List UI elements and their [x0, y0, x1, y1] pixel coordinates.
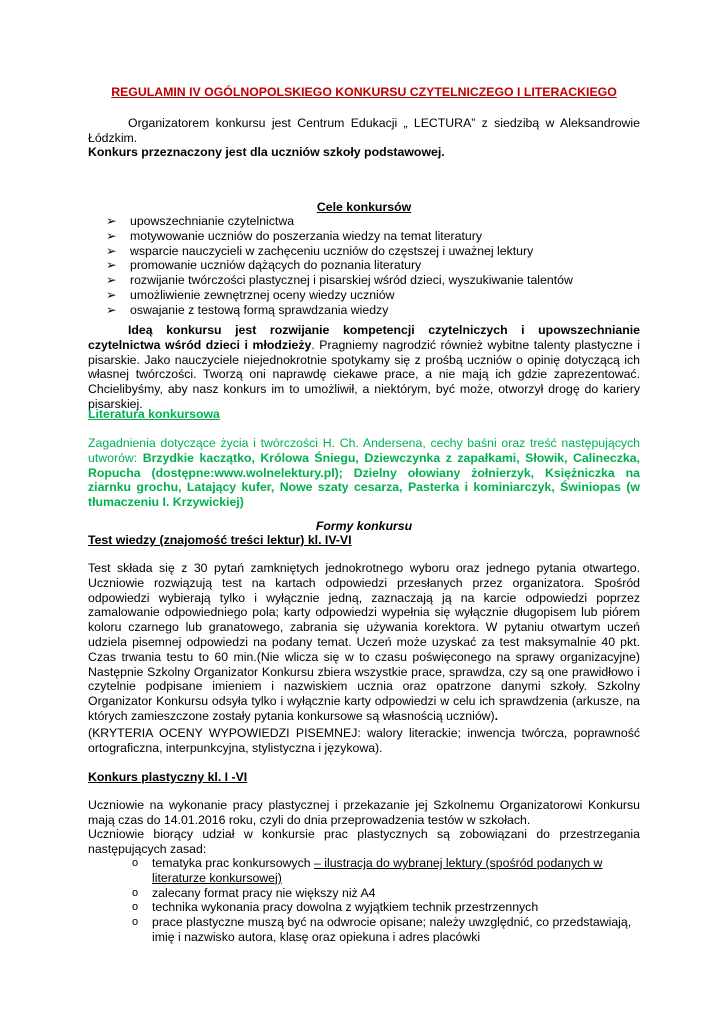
art-rules-list [88, 856, 640, 945]
list-item: o technika wykonania pracy dowolna z wyjątkiem technik przestrzennych [132, 900, 539, 915]
arrow-bullet-icon: ➢ [106, 214, 117, 228]
arrow-bullet-icon: ➢ [106, 273, 117, 288]
arrow-bullet-icon: ➢ [106, 228, 117, 243]
list-item: ➢ promowanie uczniów dążących do poznania literatury [106, 258, 422, 273]
goals-heading: Cele konkursów [316, 200, 412, 214]
art-paragraph: Uczniowie na wykonanie pracy plastycznej i przekazanie jej Szkolnemu Organizatorowi Konkursu mają czas do 14.01.2016 roku, czyli do dnia przeprowadzenia testów w szkołach. [88, 798, 640, 827]
organizer-paragraph: Organizatorem konkursu jest Centrum Edukacji „ LECTURA” z siedzibą w Aleksandrowie Łódzkim. [88, 116, 640, 145]
idea-paragraph: Ideą konkursu jest rozwijanie kompetencji czytelniczych i upowszechnianie czytelnictwa wśród dzieci i młodzieży. Pragniemy nagrodzić również wybitne talenty plastyczne i pisarskie. Jako nauczyciele niejednokrotnie spotykamy się z prośbą uczniów o opinię dotyczącą ich własnej twórczości. Tworzą oni naprawdę ciekawe prace, a nie mają ich gdzie zaprezentować. Chcielibyśmy, aby nasz konkurs im to umożliwił, a niektórym, być może, otworzył drogę do kariery pisarskiej. [88, 323, 640, 411]
circle-bullet-icon: o [132, 901, 139, 914]
list-item: ➢ motywowanie uczniów do poszerzania wiedzy na temat literatury [106, 228, 482, 243]
arrow-bullet-icon: ➢ [106, 287, 117, 302]
art-heading: Konkurs plastyczny kl. I -VI [88, 770, 248, 784]
literature-paragraph: Zagadnienia dotyczące życia i twórczości H. Ch. Andersena, cechy baśni oraz treść następujących utworów: Brzydkie kaczątko, Królowa Śniegu, Dziewczynka z zapałkami, Słowik, Calineczka, Ropucha (dostępne:www.wolnelektury.pl); Dzielny ołowiany żołnierzyk, Księżniczka na ziarnku grochu, Latający kufer, Nowe szaty cesarza, Pasterka i kominiarczyk, Świniopas (w tłumaczeniu I. Krzywickiej) [88, 436, 641, 510]
arrow-bullet-icon: ➢ [106, 302, 117, 317]
test-heading: Test wiedzy (znajomość treści lektur) kl. IV-VI [88, 533, 352, 547]
list-item: ➢ rozwijanie twórczości plastycznej i pisarskiej wśród dzieci, wyszukiwanie talentów [106, 273, 573, 288]
document-title: REGULAMIN IV OGÓLNOPOLSKIEGO KONKURSU CZYTELNICZEGO I LITERACKIEGO [111, 85, 617, 99]
list-item: o zalecany format pracy nie większy niż A4 [132, 885, 376, 900]
list-item: ➢ wsparcie nauczycieli w zachęceniu uczniów do częstszej i uważnej lektury [106, 243, 534, 258]
list-item: ➢ oswajanie z testową formą sprawdzania wiedzy [106, 302, 389, 317]
list-item: o tematyka prac konkursowych – ilustracja do wybranej lektury (spośród podanych w literaturze konkursowej) [132, 856, 603, 885]
literature-heading: Literatura konkursowa [88, 407, 220, 421]
criteria-paragraph: (KRYTERIA OCENY WYPOWIEDZI PISEMNEJ: walory literackie; inwencja twórcza, poprawność ortograficzna, interpunkcyjna, stylistyczna i językowa). [88, 726, 640, 755]
list-item: ➢ upowszechnianie czytelnictwa [106, 214, 295, 228]
circle-bullet-icon: o [132, 857, 139, 869]
list-item: ➢ umożliwienie zewnętrznej oceny wiedzy uczniów [106, 287, 395, 302]
circle-bullet-icon: o [132, 916, 139, 929]
art-rules-intro: Uczniowie biorący udział w konkursie prac plastycznych są zobowiązani do przestrzegania następujących zasad: [88, 827, 640, 856]
forms-heading: Formy konkursu [315, 519, 413, 533]
arrow-bullet-icon: ➢ [106, 258, 117, 273]
arrow-bullet-icon: ➢ [106, 243, 117, 258]
target-audience: Konkurs przeznaczony jest dla uczniów szkoły podstawowej. [88, 145, 445, 159]
list-item: o prace plastyczne muszą być na odwrocie opisane; należy uwzględnić, co przedstawiają, imię i nazwisko autora, klasę oraz opiekuna i adres placówki [132, 915, 632, 944]
circle-bullet-icon: o [132, 886, 139, 899]
goals-list [88, 214, 640, 318]
test-paragraph: Test składa się z 30 pytań zamkniętych jednokrotnego wyboru oraz jednego pytania otwartego. Uczniowie rozwiązują test na kartach odpowiedzi przesłanych przez organizatora. Spośród odpowiedzi wybierają tylko i wyłącznie jedną, zaznaczają ją na karcie odpowiedzi poprzez zamalowanie odpowiedniego pola; karty odpowiedzi wypełnia się wyłącznie długopisem lub piórem koloru czarnego lub granatowego, zabrania się używania korektora. W pytaniu otwartym uczeń udziela pisemnej odpowiedzi na podany temat. Uczeń może uzyskać za test maksymalnie 40 pkt. Czas trwania testu to 60 min.(Nie wlicza się w to czasu poświęconego na sprawy organizacyjne) Następnie Szkolny Organizator Konkursu zbiera wszystkie prace, sprawdza, czy są one prawidłowo i czytelnie podpisane imieniem i nazwiskiem ucznia oraz opatrzone danymi szkoły. Szkolny Organizator Konkursu odsyła tylko i wyłącznie karty odpowiedzi w celu ich sprawdzenia (arkusze, na których zamieszczone zostały pytania konkursowe są własnością uczniów). [88, 561, 640, 723]
